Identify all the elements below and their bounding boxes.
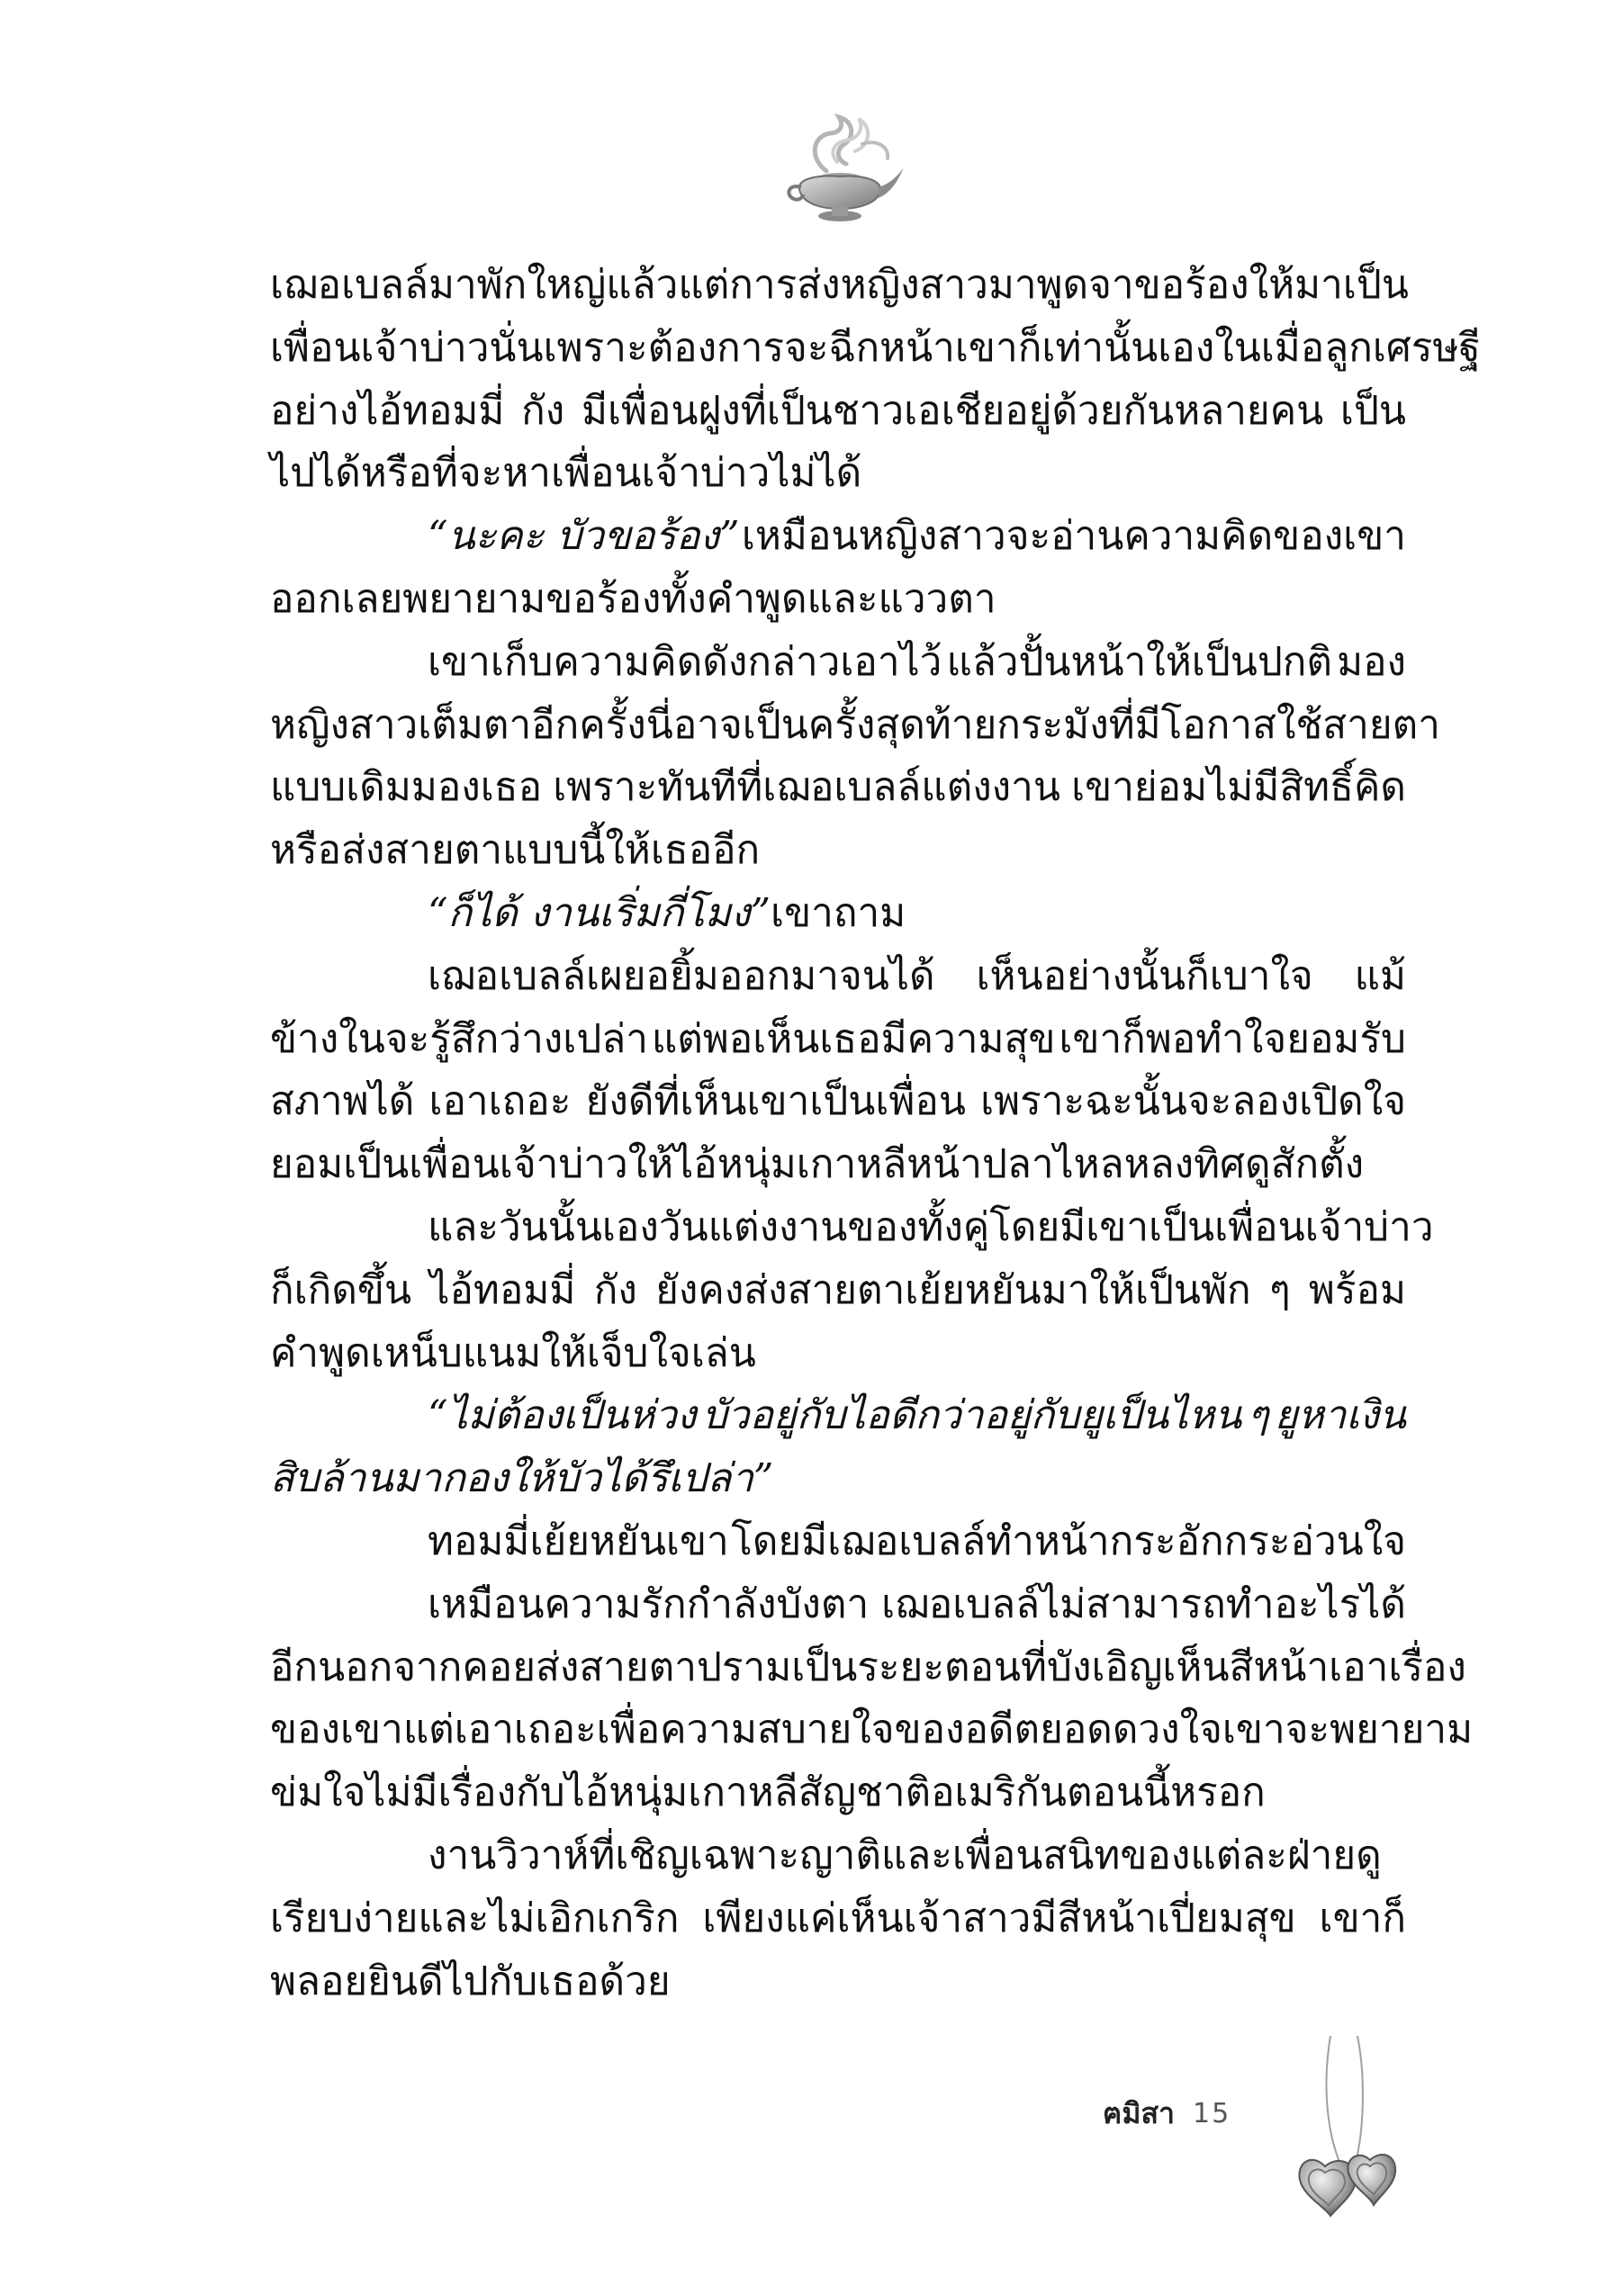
text-segment: ยังคงส่งสายตาเย้ยหยันมาให้เป็นพัก	[655, 1266, 1251, 1313]
text-segment: ทอมมี่เย้ยหยันเขา	[428, 1517, 729, 1564]
text-segment: แบบเดิมมองเธอ	[270, 764, 543, 811]
text-segment: เขาก็	[1319, 1895, 1406, 1941]
text-segment: แม้	[1354, 952, 1406, 999]
text-line	[270, 1698, 1474, 1761]
text-segment: เขาก็พอทำใจยอมรับ	[1059, 1015, 1406, 1062]
text-segment: ไอ้ทอมมี่	[429, 1266, 576, 1313]
text-segment: เรียบง่ายและไม่เอิกเกริก	[270, 1895, 680, 1941]
text-segment: หญิงสาวเต็มตาอีกครั้ง	[270, 701, 646, 748]
text-line	[270, 1008, 1406, 1071]
text-segment: เพราะต้องการจะฉีกหน้าเขาก็เท่านั้นเอง	[543, 324, 1215, 371]
text-segment: “ก็ได้ งานเริ่มกี่โมง”	[428, 889, 771, 936]
text-segment: ยูหาเงิน	[1274, 1392, 1406, 1439]
text-line	[270, 1447, 1406, 1510]
text-segment: เหมือนความรักกำลังบังตา	[428, 1580, 870, 1627]
text-segment: เพราะทันทีที่เฌอเบลล์แต่งงาน	[553, 764, 1060, 811]
text-segment: บัวอยู่กับไอดีกว่าอยู่กับยูเป็นไหน	[701, 1392, 1242, 1439]
text-segment: กัง	[593, 1266, 637, 1313]
text-segment: พร้อม	[1308, 1266, 1406, 1313]
text-segment: ข้างในจะรู้สึกว่างเปล่า	[270, 1015, 648, 1062]
text-segment: ออกเลยพยายามขอร้องทั้งคำพูดและแววตา	[270, 575, 996, 622]
text-line	[270, 380, 1406, 443]
text-segment: ในเมื่อลูกเศรษฐี	[1214, 324, 1481, 371]
text-line	[270, 882, 1406, 945]
text-segment: มอง	[1337, 638, 1406, 685]
text-segment: เขาย่อมไม่มีสิทธิ์คิด	[1071, 764, 1406, 811]
text-segment: ไปได้หรือที่จะหาเพื่อนเจ้าบ่าวไม่ได้	[270, 450, 862, 497]
text-line	[270, 819, 1406, 882]
text-segment: เขาเก็บความคิดดังกล่าวเอาไว้	[428, 638, 942, 685]
text-segment: หรือส่งสายตาแบบนี้ให้เธออีก	[270, 827, 761, 874]
text-segment: สภาพได้	[270, 1078, 415, 1125]
author-name: ฅมิสา	[1103, 2095, 1175, 2130]
body-text	[270, 254, 1481, 2012]
text-segment: กัง	[521, 387, 565, 434]
text-segment: เพราะฉะนั้นจะลองเปิดใจ	[980, 1078, 1406, 1125]
text-line	[270, 1510, 1406, 1573]
text-segment: ก็เกิดขึ้น	[270, 1266, 412, 1313]
text-line	[270, 254, 1409, 317]
text-line	[270, 1070, 1406, 1133]
text-segment: เป็น	[1339, 387, 1406, 434]
text-line	[270, 1196, 1434, 1259]
text-line	[270, 317, 1481, 380]
text-segment: เพื่อความสบายใจของอดีตยอดดวงใจ	[596, 1706, 1222, 1753]
text-line	[270, 945, 1406, 1008]
page-footer	[1103, 2086, 1231, 2140]
text-line	[270, 568, 1406, 631]
text-line	[270, 1887, 1406, 1950]
text-segment: แต่การส่งหญิงสาวมาพูดจาขอร้องให้มาเป็น	[678, 262, 1409, 308]
page-number: 15	[1193, 2097, 1231, 2129]
text-line	[270, 1761, 1406, 1824]
text-segment: อย่างไอ้ทอมมี่	[270, 387, 505, 434]
text-segment: งานวิวาห์ที่เชิญเฉพาะญาติและเพื่อนสนิทของแต่ละฝ่ายดู	[428, 1832, 1382, 1878]
text-segment: อีกนอกจากคอยส่งสายตาปรามเป็นระยะตอนที่บังเอิญเห็นสีหน้าเอาเรื่อง	[270, 1643, 1466, 1690]
text-segment: ๆ	[1247, 1392, 1269, 1439]
text-line	[270, 505, 1406, 568]
text-segment: “ไม่ต้องเป็นห่วง	[428, 1392, 697, 1439]
text-line	[270, 756, 1406, 819]
text-segment: เห็นอย่างนั้นก็เบาใจ	[976, 952, 1313, 999]
text-segment: แต่เอาเถอะ	[402, 1706, 597, 1753]
text-segment: วันแต่งงานของทั้งคู่โดยมีเขาเป็นเพื่อนเจ้าบ่าว	[658, 1203, 1434, 1250]
text-line	[270, 1133, 1406, 1196]
text-line	[270, 694, 1440, 757]
text-segment: เขาถาม	[771, 889, 906, 936]
text-line	[270, 442, 1406, 505]
text-segment: มีเพื่อนฝูงที่เป็นชาวเอเชียอยู่ด้วยกันหลายคน	[581, 387, 1324, 434]
text-line	[270, 1824, 1406, 1887]
text-line	[270, 1259, 1406, 1322]
text-segment: แต่พอเห็นเธอมีความสุข	[651, 1015, 1056, 1062]
text-segment: คำพูดเหน็บแนมให้เจ็บใจเล่น	[270, 1329, 756, 1376]
text-segment: เฌอเบลล์มาพักใหญ่แล้ว	[270, 262, 679, 308]
text-segment: พลอยยินดีไปกับเธอด้วย	[270, 1958, 671, 2004]
text-segment: เอาเถอะ	[428, 1078, 572, 1125]
text-segment: นี่อาจเป็นครั้งสุดท้ายกระมังที่มีโอกาสใช้สายตา	[645, 701, 1440, 748]
text-segment: ๆ	[1268, 1266, 1291, 1313]
text-line	[270, 1573, 1406, 1636]
text-line	[270, 1322, 1406, 1385]
text-line	[270, 1950, 1406, 2013]
text-segment: และวันนั้นเอง	[428, 1203, 659, 1250]
text-segment: ยอมเป็นเพื่อนเจ้าบ่าวให้ไอ้หนุ่มเกาหลีหน้าปลาไหลหลงทิศดูสักตั้ง	[270, 1141, 1365, 1188]
text-line	[270, 631, 1406, 694]
text-segment: ยังดีที่เห็นเขาเป็นเพื่อน	[585, 1078, 966, 1125]
text-segment: เฌอเบลล์ไม่สามารถทำอะไรได้	[881, 1580, 1406, 1627]
text-segment: ของเขา	[270, 1706, 403, 1753]
text-segment: เหมือนหญิงสาวจะอ่านความคิดของเขา	[741, 513, 1406, 560]
heart-locket-icon	[1294, 2036, 1411, 2225]
text-segment: เพื่อนเจ้าบ่าวนั่น	[270, 324, 544, 371]
text-segment: “นะคะ บัวขอร้อง”	[428, 513, 740, 560]
text-segment: เพียงแค่เห็นเจ้าสาวมีสีหน้าเปี่ยมสุข	[702, 1895, 1296, 1941]
text-line	[270, 1636, 1466, 1699]
genie-lamp-icon	[772, 108, 907, 230]
text-segment: เขาจะพยายาม	[1222, 1706, 1474, 1753]
text-line	[270, 1384, 1406, 1447]
text-segment: สิบล้านมากองให้บัวได้รึเปล่า”	[270, 1455, 774, 1502]
text-segment: โดยมีเฌอเบลล์ทำหน้ากระอักกระอ่วนใจ	[731, 1517, 1406, 1564]
text-segment: แล้วปั้นหน้าให้เป็นปกติ	[946, 638, 1332, 685]
text-segment: ข่มใจไม่มีเรื่องกับไอ้หนุ่มเกาหลีสัญชาติอเมริกันตอนนี้หรอก	[270, 1769, 1266, 1816]
text-segment: เฌอเบลล์เผยอยิ้มออกมาจนได้	[428, 952, 935, 999]
